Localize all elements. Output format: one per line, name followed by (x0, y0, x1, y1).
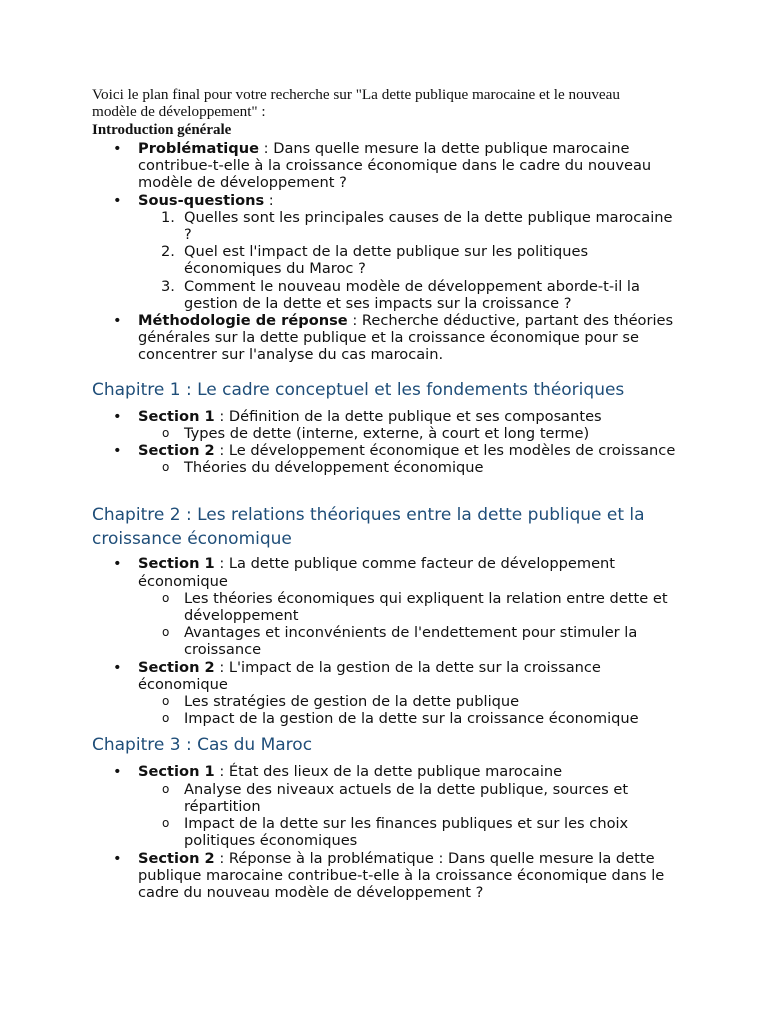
section-label: Section 1 (138, 555, 215, 573)
sub-list (138, 459, 676, 476)
sub-item: o Analyse des niveaux actuels de la dette publique, sources et répartition (138, 781, 676, 815)
sub-item: o Théories du développement économique (138, 459, 676, 476)
sub-item: o Avantages et inconvénients de l'endettement pour stimuler la croissance (138, 624, 676, 658)
list-item (92, 850, 676, 902)
methodologie-label: Méthodologie de réponse (138, 312, 348, 330)
intro-list (92, 140, 676, 364)
section-text: : Réponse à la problématique : Dans quelle mesure la dette publique marocaine contribue-t-elle à la croissance économique dans le cadre du nouveau modèle de développement ? (138, 849, 665, 901)
list-item (92, 763, 676, 849)
chapter-1-sections (92, 408, 676, 477)
section-label: Section 1 (138, 763, 215, 781)
sous-questions-label: Sous-questions (138, 191, 265, 209)
sous-questions-list (138, 209, 676, 312)
question-text: Quel est l'impact de la dette publique sur les politiques économiques du Maroc ? (184, 243, 589, 278)
list-item (138, 209, 676, 243)
list-item (92, 408, 676, 442)
sub-list (138, 781, 676, 850)
sub-list (138, 693, 676, 727)
problematique-text: : Dans quelle mesure la dette publique marocaine contribue-t-elle à la croissance économique dans le cadre du nouveau modèle de développement ? (138, 140, 652, 192)
section-label: Section 2 (138, 849, 215, 867)
sub-item: o Impact de la dette sur les finances publiques et sur les choix politiques économiques (138, 815, 676, 849)
intro-heading: Introduction générale (92, 122, 232, 138)
question-number: 2. (161, 243, 175, 261)
list-item (138, 243, 676, 277)
section-text: : Définition de la dette publique et ses composantes (214, 407, 602, 425)
section-text: : État des lieux de la dette publique marocaine (214, 763, 563, 781)
question-text: Quelles sont les principales causes de la dette publique marocaine ? (184, 208, 673, 244)
intro-line-1: Voici le plan final pour votre recherche sur "La dette publique marocaine et le nouveau (92, 86, 620, 103)
section-label: Section 2 (138, 658, 215, 676)
section-text: : La dette publique comme facteur de développement économique (138, 555, 616, 590)
sub-item: o Les stratégies de gestion de la dette publique (138, 693, 676, 710)
chapter-2-sections (92, 555, 676, 727)
sous-questions-suffix: : (264, 191, 274, 209)
question-number: 1. (161, 208, 175, 226)
chapter-3-sections (92, 763, 676, 901)
problematique-label: Problématique (138, 140, 260, 157)
intro-line-2: modèle de développement" : (92, 103, 266, 120)
sub-list (138, 590, 676, 659)
question-text: Comment le nouveau modèle de développement aborde-t-il la gestion de la dette et ses impacts sur la croissance ? (184, 277, 640, 312)
sub-list (138, 425, 676, 442)
question-number: 3. (161, 277, 175, 295)
list-item (92, 659, 676, 728)
sub-item: o Types de dette (interne, externe, à court et long terme) (138, 425, 676, 442)
section-text: : L'impact de la gestion de la dette sur la croissance économique (138, 658, 601, 693)
list-item (92, 442, 676, 476)
section-label: Section 1 (138, 407, 215, 425)
methodologie-text: : Recherche déductive, partant des théories générales sur la dette publique et la croissance économique pour se concentrer sur l'analyse du cas marocain. (138, 312, 674, 364)
sub-item: o Les théories économiques qui expliquent la relation entre dette et développement (138, 590, 676, 624)
chapter-1-heading: Chapitre 1 : Le cadre conceptuel et les fondements théoriques (92, 379, 625, 400)
list-item (92, 140, 676, 192)
list-item (92, 555, 676, 658)
chapter-2-heading: Chapitre 2 : Les relations théoriques entre la dette publique et la croissance économique (92, 505, 645, 550)
chapter-3-heading: Chapitre 3 : Cas du Maroc (92, 735, 313, 756)
section-label: Section 2 (138, 442, 215, 460)
section-text: : Le développement économique et les modèles de croissance (214, 442, 676, 460)
list-item (138, 278, 676, 312)
sub-item: o Impact de la gestion de la dette sur la croissance économique (138, 710, 676, 727)
list-item (92, 312, 676, 364)
list-item (92, 192, 676, 312)
